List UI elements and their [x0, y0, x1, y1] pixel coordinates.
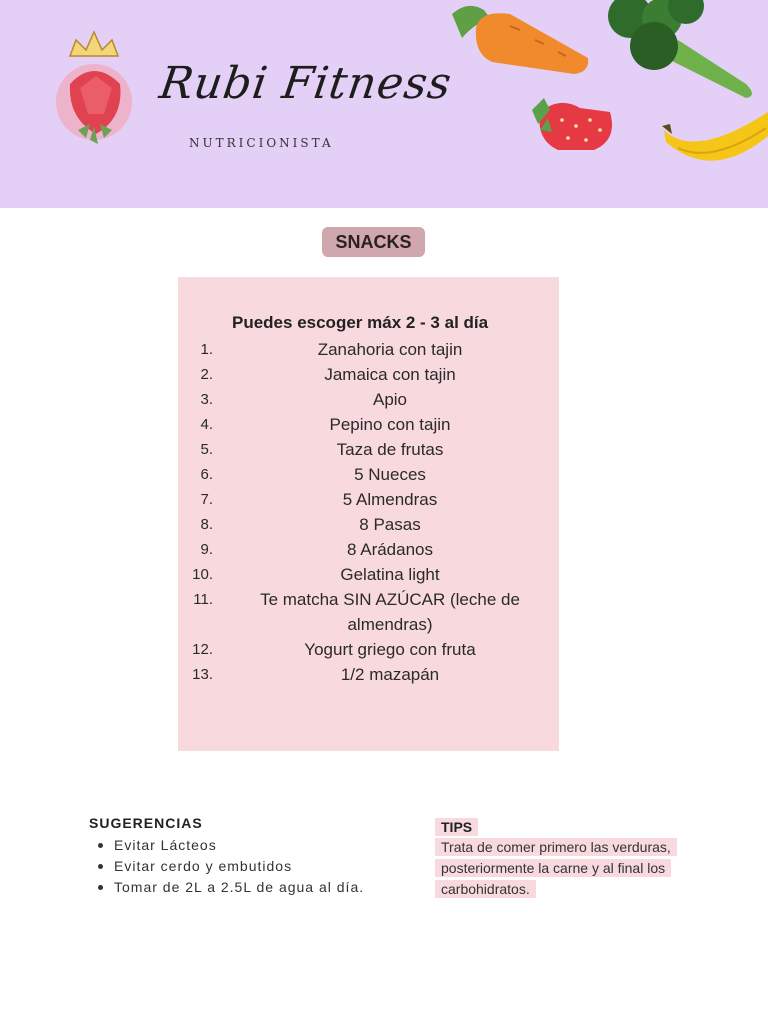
list-item [178, 462, 559, 487]
item-number: 9. [200, 541, 213, 558]
strawberry-crown-logo [50, 26, 140, 151]
list-item [178, 587, 559, 637]
list-item: Evitar Lácteos [96, 835, 376, 856]
item-text: Apio [372, 390, 408, 409]
item-text: Taza de frutas [336, 440, 444, 459]
item-text: 5 Almendras [342, 490, 438, 509]
snack-list [178, 337, 559, 687]
suggestions-title: SUGERENCIAS [89, 815, 203, 831]
list-item [178, 362, 559, 387]
item-text: 5 Nueces [354, 465, 426, 484]
item-number: 12. [192, 641, 213, 658]
item-number: 11. [193, 591, 213, 608]
vegetables-illustration [440, 0, 768, 208]
tips-title: TIPS [435, 818, 478, 836]
item-number: 1. [200, 341, 213, 358]
list-item [178, 562, 559, 587]
item-text: Jamaica con tajin [324, 365, 456, 384]
item-text: Yogurt griego con fruta [304, 640, 476, 659]
brand-name: Rubi Fitness [156, 58, 456, 109]
item-text: 8 Pasas [359, 515, 421, 534]
item-text: 8 Arádanos [346, 540, 433, 559]
item-number: 6. [200, 466, 213, 483]
item-text: Pepino con tajin [329, 415, 451, 434]
list-item: Evitar cerdo y embutidos [96, 856, 376, 877]
item-number: 2. [200, 366, 213, 383]
item-number: 8. [200, 516, 213, 533]
item-text: Zanahoria con tajin [317, 340, 463, 359]
tips-text: Trata de comer primero las verduras, posteriormente la carne y al final los carbohidratos. [435, 838, 677, 898]
item-number: 13. [192, 666, 213, 683]
broccoli-icon [608, 0, 752, 98]
section-title-badge: SNACKS [322, 227, 425, 257]
list-item [178, 637, 559, 662]
brand-subtitle: NUTRICIONISTA [189, 136, 334, 150]
carrot-icon [452, 6, 588, 74]
tips-text-block [435, 837, 715, 900]
strawberry-icon [532, 98, 612, 150]
list-item [178, 387, 559, 412]
list-item [178, 412, 559, 437]
snacks-heading: Puedes escoger máx 2 - 3 al día [232, 313, 489, 332]
list-item [178, 537, 559, 562]
list-item [178, 512, 559, 537]
item-number: 4. [200, 416, 213, 433]
item-number: 10. [192, 566, 213, 583]
list-item [178, 337, 559, 362]
list-item: Tomar de 2L a 2.5L de agua al día. [96, 877, 376, 898]
banana-icon [662, 112, 768, 161]
item-number: 5. [200, 441, 213, 458]
item-text: 1/2 mazapán [340, 665, 440, 684]
item-text: Te matcha SIN AZÚCAR (leche de almendras) [260, 590, 520, 634]
list-item [178, 487, 559, 512]
list-item [178, 662, 559, 687]
header-banner [0, 0, 768, 208]
item-number: 3. [200, 391, 213, 408]
item-text: Gelatina light [340, 565, 440, 584]
suggestions-list [96, 835, 376, 898]
item-number: 7. [200, 491, 213, 508]
list-item [178, 437, 559, 462]
